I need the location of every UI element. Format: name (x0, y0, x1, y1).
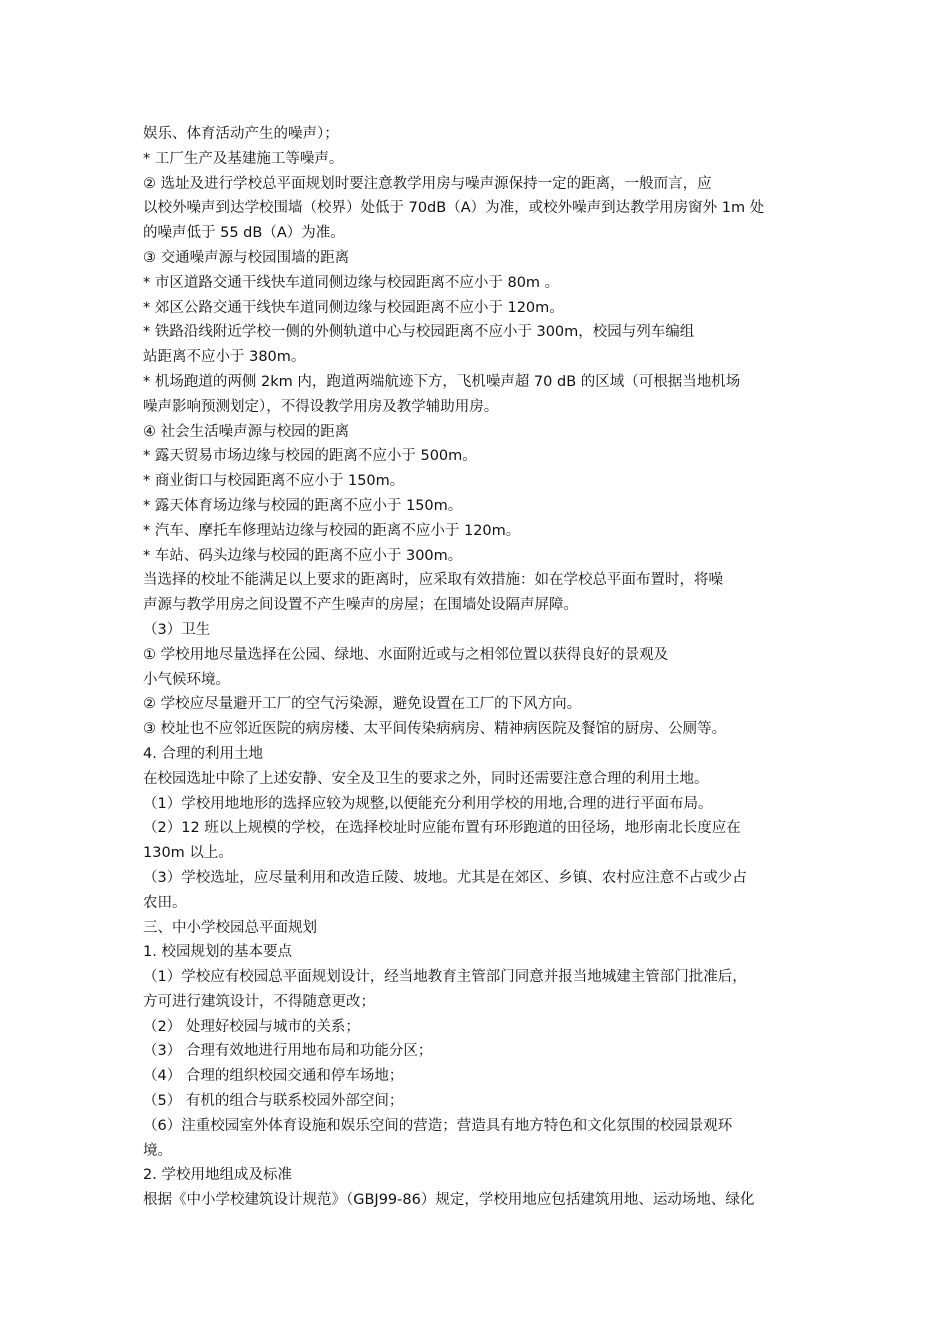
text-line: （4） 合理的组织校园交通和停车场地； (143, 1068, 404, 1085)
text-line: （6）注重校园室外体育设施和娱乐空间的营造；营造具有地方特色和文化氛围的校园景观环 (143, 1117, 733, 1134)
text-line: 4. 合理的利用土地 (143, 745, 263, 762)
text-line: 站距离不应小于 380m。 (143, 349, 306, 366)
text-line: 娱乐、体育活动产生的噪声）； (143, 126, 339, 142)
text-line: ③ 交通噪声源与校园围墙的距离 (143, 249, 350, 266)
text-line: 农田。 (143, 894, 187, 911)
text-line: 当选择的校址不能满足以上要求的距离时，应采取有效措施：如在学校总平面布置时，将噪 (143, 572, 723, 589)
text-line: ① 学校用地尽量选择在公园、绿地、水面附近或与之相邻位置以获得良好的景观及 (143, 646, 669, 663)
text-line: （3）学校选址，应尽量利用和改造丘陵、坡地。尤其是在郊区、乡镇、农村应注意不占或少占 (143, 869, 747, 886)
text-line: ② 学校应尽量避开工厂的空气污染源，避免设置在工厂的下风方向。 (143, 696, 582, 713)
text-line: ③ 校址也不应邻近医院的病房楼、太平间传染病病房、精神病医院及餐馆的厨房、公厕等。 (143, 721, 727, 738)
text-line: * 露天贸易市场边缘与校园的距离不应小于 500m。 (143, 448, 477, 465)
text-line: 以校外噪声到达学校围墙（校界）处低于 70dB（A）为准，或校外噪声到达教学用房窗外 1m 处 (143, 200, 765, 217)
text-line: * 露天体育场边缘与校园的距离不应小于 150m。 (143, 497, 463, 514)
text-line: 2. 学校用地组成及标准 (143, 1167, 292, 1184)
text-line: * 机场跑道的两侧 2km 内，跑道两端航迹下方，飞机噪声超 70 dB 的区域（可根据当地机场 (143, 373, 741, 390)
text-line: ② 选址及进行学校总平面规划时要注意教学用房与噪声源保持一定的距离，一般而言，应 (143, 175, 712, 192)
text-line: 130m 以上。 (143, 845, 233, 862)
text-line: * 汽车、摩托车修理站边缘与校园的距离不应小于 120m。 (143, 522, 521, 539)
text-line: * 铁路沿线附近学校一侧的外侧轨道中心与校园距离不应小于 300m，校园与列车编组 (143, 324, 695, 341)
text-line: * 郊区公路交通干线快车道同侧边缘与校园距离不应小于 120m。 (143, 299, 564, 316)
text-line: （2） 处理好校园与城市的关系； (143, 1018, 360, 1035)
text-line: （1）学校用地地形的选择应较为规整,以便能充分利用学校的用地,合理的进行平面布局。 (143, 795, 713, 812)
text-line: （2）12 班以上规模的学校，在选择校址时应能布置有环形跑道的田径场，地形南北长度应在 (143, 820, 741, 837)
text-line: 噪声影响预测划定），不得设教学用房及教学辅助用房。 (143, 398, 499, 415)
text-line: （3） 合理有效地进行用地布局和功能分区； (143, 1043, 433, 1060)
text-line: （1）学校应有校园总平面规划设计，经当地教育主管部门同意并报当地城建主管部门批准后， (143, 969, 747, 986)
text-line: * 商业街口与校园距离不应小于 150m。 (143, 473, 405, 490)
text-line: ④ 社会生活噪声源与校园的距离 (143, 423, 350, 440)
text-line: 的噪声低于 55 dB（A）为准。 (143, 225, 345, 242)
text-line: （5） 有机的组合与联系校园外部空间； (143, 1093, 404, 1110)
text-line: 方可进行建筑设计，不得随意更改； (143, 993, 375, 1010)
text-line: 声源与教学用房之间设置不产生噪声的房屋；在围墙处设隔声屏障。 (143, 597, 578, 614)
text-line: 在校园选址中除了上述安静、安全及卫生的要求之外，同时还需要注意合理的利用土地。 (143, 770, 709, 787)
text-line: 根据《中小学校建筑设计规范》（GBJ99-86）规定，学校用地应包括建筑用地、运动场地、绿化 (143, 1192, 755, 1209)
text-line: * 车站、码头边缘与校园的距离不应小于 300m。 (143, 547, 463, 564)
document-body (143, 122, 815, 1213)
text-line: * 市区道路交通干线快车道同侧边缘与校园距离不应小于 80m 。 (143, 274, 560, 291)
text-line: 小气候环境。 (143, 671, 230, 688)
text-line: * 工厂生产及基建施工等噪声。 (143, 150, 344, 167)
text-line: 三、中小学校园总平面规划 (143, 919, 317, 936)
text-line: 境。 (143, 1142, 172, 1159)
text-line: （3）卫生 (143, 621, 211, 638)
text-line: 1. 校园规划的基本要点 (143, 944, 292, 961)
